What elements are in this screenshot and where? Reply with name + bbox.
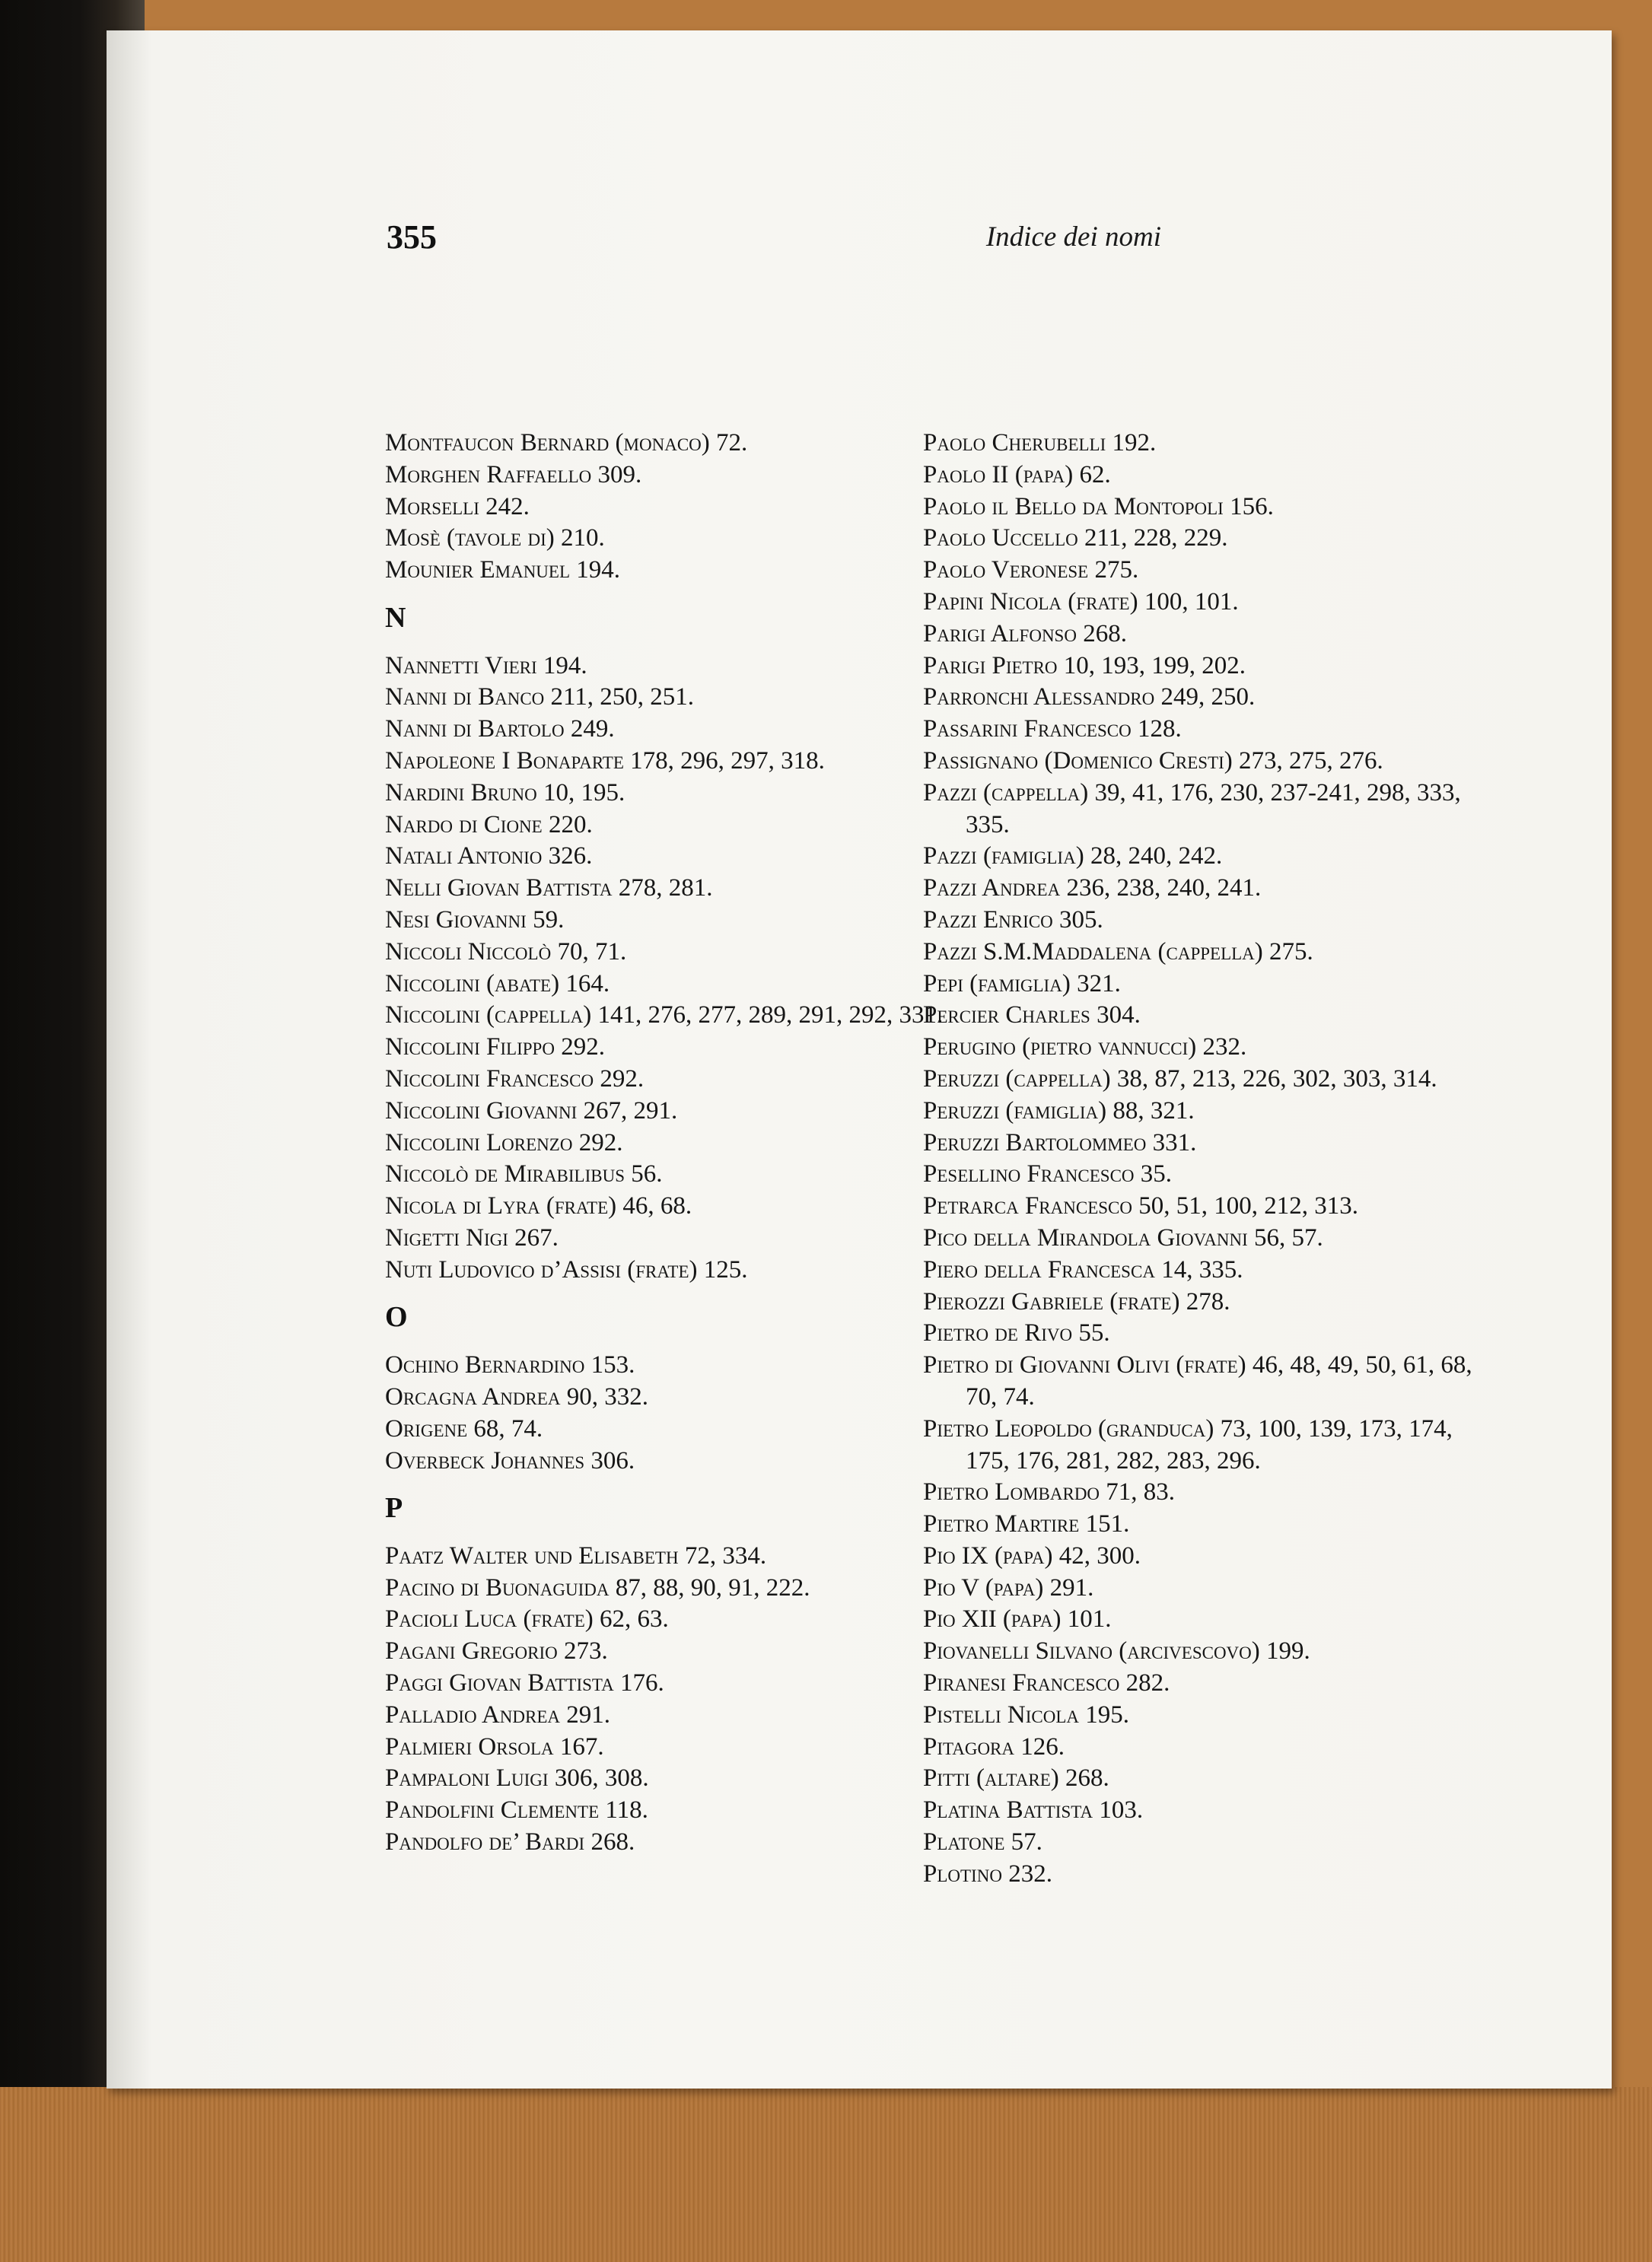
- index-entry-pages: 178, 296, 297, 318.: [630, 746, 825, 775]
- index-entry-pages: 273.: [564, 1637, 608, 1665]
- index-entry-name: Pacino di Buonaguida: [385, 1573, 610, 1602]
- index-entry: [923, 1223, 1486, 1255]
- index-entry: [385, 714, 948, 746]
- index-entry-pages: 305.: [1058, 905, 1103, 934]
- index-entry: [923, 1541, 1486, 1573]
- index-entry-name: Overbeck Johannes: [385, 1446, 585, 1475]
- index-letter-heading: O: [385, 1301, 408, 1334]
- index-entry: [923, 1032, 1486, 1064]
- index-entry: [923, 1414, 1486, 1478]
- index-entry-name: Paggi Giovan Battista: [385, 1669, 614, 1697]
- index-entry: [923, 1827, 1486, 1859]
- index-entry-name: Pazzi Enrico: [923, 905, 1053, 934]
- index-entry-pages: 72, 334.: [684, 1541, 767, 1570]
- index-entry: [923, 682, 1486, 714]
- index-entry: [923, 1350, 1486, 1414]
- index-entry-name: Niccolini Giovanni: [385, 1096, 578, 1125]
- index-entry-name: Pio XII (papa): [923, 1605, 1062, 1634]
- index-entry-pages: 236, 238, 240, 241.: [1066, 874, 1262, 902]
- index-entry-pages: 306.: [590, 1446, 635, 1475]
- index-entry-pages: 153.: [590, 1351, 635, 1379]
- index-entry: [923, 1636, 1486, 1668]
- index-entry: [385, 1000, 948, 1032]
- index-entry-pages: 164.: [565, 969, 610, 997]
- index-entry: [923, 651, 1486, 682]
- index-entry-name: Platone: [923, 1828, 1005, 1856]
- index-entry-pages: 211, 250, 251.: [550, 683, 695, 711]
- index-entry: [923, 778, 1486, 841]
- index-entry-pages: 275.: [1269, 937, 1313, 966]
- index-entry: [923, 619, 1486, 651]
- index-entry-name: Pietro Lombardo: [923, 1478, 1100, 1506]
- index-entry-name: Pazzi (famiglia): [923, 842, 1084, 870]
- index-entry: [385, 1732, 948, 1764]
- index-entry-name: Pagani Gregorio: [385, 1637, 558, 1665]
- index-entry: [923, 969, 1486, 1001]
- index-entry-pages: 268.: [590, 1828, 635, 1856]
- index-entry-pages: 211, 228, 229.: [1084, 524, 1228, 552]
- index-entry-name: Paatz Walter und Elisabeth: [385, 1541, 679, 1570]
- index-entry-pages: 304.: [1097, 1001, 1141, 1029]
- index-entry: [385, 1573, 948, 1605]
- index-entry: [385, 810, 948, 841]
- index-entry-name: Paolo Cherubelli: [923, 429, 1106, 457]
- index-entry-name: Nanni di Banco: [385, 683, 545, 711]
- index-entry-pages: 309.: [597, 460, 642, 488]
- index-entry-pages: 291.: [1049, 1573, 1094, 1602]
- index-entry-name: Paolo Veronese: [923, 556, 1089, 584]
- index-entry: [923, 1700, 1486, 1732]
- index-entry-pages: 103.: [1099, 1796, 1144, 1825]
- index-entry-name: Peruzzi (cappella): [923, 1064, 1111, 1093]
- index-entry-name: Pandolfo de’ Bardi: [385, 1828, 585, 1856]
- index-entry: [385, 1255, 948, 1287]
- index-entry: [385, 1096, 948, 1128]
- index-entry: [385, 1064, 948, 1096]
- index-entry-pages: 275.: [1094, 556, 1139, 584]
- index-entry: [385, 460, 948, 492]
- index-entry: [385, 1350, 948, 1382]
- index-entry: [923, 1159, 1486, 1191]
- index-entry: [385, 746, 948, 778]
- index-entry-pages: 57.: [1011, 1828, 1042, 1856]
- index-entry-pages: 56, 57.: [1254, 1223, 1323, 1252]
- index-entry-name: Pampaloni Luigi: [385, 1764, 549, 1793]
- index-entry-pages: 46, 68.: [622, 1192, 692, 1220]
- index-entry-name: Pacioli Luca (frate): [385, 1605, 594, 1634]
- index-entry-name: Pazzi Andrea: [923, 874, 1061, 902]
- index-entry-name: Pepi (famiglia): [923, 969, 1071, 997]
- index-entry: [385, 841, 948, 873]
- index-entry-pages: 68, 74.: [473, 1414, 543, 1443]
- index-entry-pages: 232.: [1202, 1033, 1247, 1061]
- index-entry: [923, 746, 1486, 778]
- index-entry-name: Nardini Bruno: [385, 778, 537, 806]
- page-number: 355: [387, 218, 437, 256]
- index-entry-name: Pietro Martire: [923, 1510, 1080, 1538]
- index-entry-pages: 220.: [548, 810, 593, 838]
- index-entry-pages: 199.: [1266, 1637, 1310, 1665]
- index-entry: [385, 1541, 948, 1573]
- index-entry-name: Nelli Giovan Battista: [385, 874, 613, 902]
- index-entry-pages: 100, 101.: [1144, 587, 1239, 616]
- index-entry-name: Piovanelli Silvano (arcivescovo): [923, 1637, 1260, 1665]
- index-entry-name: Pesellino Francesco: [923, 1160, 1135, 1188]
- index-entry-name: Parigi Alfonso: [923, 619, 1077, 647]
- index-entry-pages: 210.: [560, 524, 605, 552]
- index-entry-pages: 232.: [1008, 1860, 1052, 1888]
- index-entry-name: Piranesi Francesco: [923, 1669, 1120, 1697]
- index-entry: [923, 1732, 1486, 1764]
- index-entry-pages: 278.: [1186, 1287, 1230, 1316]
- index-entry-name: Pitti (altare): [923, 1764, 1059, 1793]
- index-entry-pages: 28, 240, 242.: [1090, 842, 1223, 870]
- index-entry-name: Mounier Emanuel: [385, 556, 571, 584]
- index-entry-pages: 249, 250.: [1160, 683, 1256, 711]
- index-entry: [923, 1318, 1486, 1350]
- index-entry-name: Nardo di Cione: [385, 810, 543, 838]
- index-entry-pages: 125.: [703, 1255, 748, 1284]
- index-entry-pages: 278, 281.: [618, 874, 713, 902]
- index-entry-pages: 242.: [485, 492, 530, 520]
- index-entry-name: Niccolini (abate): [385, 969, 560, 997]
- index-entry-name: Nuti Ludovico d’Assisi (frate): [385, 1255, 698, 1284]
- index-entry: [923, 1128, 1486, 1160]
- index-entry-name: Pazzi S.M.Maddalena (cappella): [923, 937, 1263, 966]
- index-entry-name: Nigetti Nigi: [385, 1223, 508, 1252]
- index-entry-pages: 292.: [578, 1128, 623, 1156]
- book-cover-cloth: [0, 2087, 1652, 2262]
- index-entry: [385, 428, 948, 460]
- running-head: Indice dei nomi: [985, 221, 1161, 253]
- index-entry-name: Napoleone I Bonaparte: [385, 746, 624, 775]
- index-entry: [923, 1096, 1486, 1128]
- index-entry: [923, 1477, 1486, 1509]
- index-entry: [923, 1859, 1486, 1891]
- index-entry: [385, 1668, 948, 1700]
- index-entry-name: Nicola di Lyra (frate): [385, 1192, 617, 1220]
- index-entry-pages: 38, 87, 213, 226, 302, 303, 314.: [1116, 1064, 1437, 1093]
- index-entry-pages: 268.: [1065, 1764, 1109, 1793]
- index-entry-pages: 267.: [514, 1223, 559, 1252]
- index-entry-pages: 10, 193, 199, 202.: [1063, 651, 1246, 679]
- index-entry-name: Palmieri Orsola: [385, 1732, 554, 1761]
- index-entry: [385, 1159, 948, 1191]
- index-entry-pages: 101.: [1067, 1605, 1112, 1634]
- index-entry-pages: 90, 332.: [566, 1382, 648, 1411]
- index-entry-name: Pio V (papa): [923, 1573, 1044, 1602]
- index-entry-pages: 167.: [559, 1732, 604, 1761]
- index-entry-pages: 249.: [570, 715, 615, 743]
- index-entry: [385, 873, 948, 905]
- index-entry-pages: 62.: [1079, 460, 1111, 488]
- index-entry-name: Pietro di Giovanni Olivi (frate): [923, 1351, 1246, 1379]
- index-entry-name: Platina Battista: [923, 1796, 1093, 1825]
- index-entry-name: Pio IX (papa): [923, 1541, 1053, 1570]
- index-column-left: [385, 428, 948, 1859]
- index-entry-name: Niccolò de Mirabilibus: [385, 1160, 625, 1188]
- index-entry-pages: 291.: [566, 1700, 611, 1729]
- index-entry-name: Peruzzi Bartolommeo: [923, 1128, 1147, 1156]
- index-entry-name: Mosè (tavole di): [385, 524, 555, 552]
- index-entry-pages: 88, 321.: [1112, 1096, 1195, 1125]
- index-entry-pages: 192.: [1112, 429, 1157, 457]
- index-entry-name: Morselli: [385, 492, 479, 520]
- index-entry: [385, 1827, 948, 1859]
- index-entry-name: Paolo Uccello: [923, 524, 1078, 552]
- index-entry-pages: 42, 300.: [1058, 1541, 1141, 1570]
- index-entry: [385, 1763, 948, 1795]
- index-entry-pages: 306, 308.: [554, 1764, 649, 1793]
- index-entry-pages: 73, 100, 139, 173, 174, 175, 176, 281, 282, 283, 296.: [966, 1414, 1453, 1475]
- index-entry: [923, 555, 1486, 587]
- index-entry-pages: 141, 276, 277, 289, 291, 292, 331.: [597, 1001, 944, 1029]
- index-entry-name: Pico della Mirandola Giovanni: [923, 1223, 1248, 1252]
- index-entry-name: Petrarca Francesco: [923, 1192, 1132, 1220]
- index-entry: [385, 905, 948, 937]
- index-entry: [385, 492, 948, 523]
- index-entry-pages: 273, 275, 276.: [1239, 746, 1383, 775]
- index-entry-name: Plotino: [923, 1860, 1002, 1888]
- index-entry: [923, 1287, 1486, 1319]
- index-entry-pages: 126.: [1020, 1732, 1065, 1761]
- index-entry: [385, 1700, 948, 1732]
- index-entry-pages: 151.: [1085, 1510, 1130, 1538]
- index-entry-name: Morghen Raffaello: [385, 460, 592, 488]
- index-entry-name: Montfaucon Bernard (monaco): [385, 429, 710, 457]
- index-entry: [385, 1414, 948, 1446]
- index-entry-pages: 194.: [543, 651, 587, 679]
- index-entry-pages: 87, 88, 90, 91, 222.: [615, 1573, 810, 1602]
- index-column-right: [923, 428, 1486, 1891]
- index-entry: [385, 682, 948, 714]
- index-entry-name: Passignano (Domenico Cresti): [923, 746, 1233, 775]
- index-entry-pages: 282.: [1125, 1669, 1170, 1697]
- index-entry-pages: 292.: [600, 1064, 645, 1093]
- index-entry-pages: 50, 51, 100, 212, 313.: [1138, 1192, 1358, 1220]
- index-entry-pages: 59.: [533, 905, 565, 934]
- index-entry: [385, 969, 948, 1001]
- index-entry-name: Nesi Giovanni: [385, 905, 527, 934]
- index-entry-name: Parigi Pietro: [923, 651, 1058, 679]
- index-entry-pages: 118.: [605, 1796, 648, 1825]
- index-entry: [385, 778, 948, 810]
- index-entry-name: Natali Antonio: [385, 842, 543, 870]
- index-entry-name: Passarini Francesco: [923, 715, 1132, 743]
- index-entry-name: Percier Charles: [923, 1001, 1090, 1029]
- index-entry-pages: 176.: [620, 1669, 664, 1697]
- index-entry: [923, 1668, 1486, 1700]
- index-entry-pages: 331.: [1152, 1128, 1197, 1156]
- index-entry-pages: 70, 71.: [557, 937, 627, 966]
- index-entry-pages: 62, 63.: [600, 1605, 669, 1634]
- index-entry-pages: 46, 48, 49, 50, 61, 68, 70, 74.: [966, 1351, 1472, 1411]
- index-entry: [923, 428, 1486, 460]
- index-entry: [385, 1446, 948, 1478]
- index-entry: [385, 1191, 948, 1223]
- index-entry-pages: 326.: [548, 842, 593, 870]
- index-entry: [385, 1223, 948, 1255]
- index-entry: [923, 1795, 1486, 1827]
- index-entry-pages: 39, 41, 176, 230, 237-241, 298, 333, 335.: [966, 778, 1461, 838]
- index-entry: [923, 1000, 1486, 1032]
- index-entry-name: Paolo il Bello da Montopoli: [923, 492, 1224, 520]
- index-entry: [923, 714, 1486, 746]
- index-entry-pages: 56.: [631, 1160, 663, 1188]
- index-entry-name: Pietro de Rivo: [923, 1319, 1073, 1347]
- index-entry-name: Peruzzi (famiglia): [923, 1096, 1107, 1125]
- index-entry-pages: 267, 291.: [583, 1096, 678, 1125]
- index-entry-name: Niccoli Niccolò: [385, 937, 552, 966]
- index-letter-heading: N: [385, 601, 406, 634]
- index-entry-name: Pazzi (cappella): [923, 778, 1089, 806]
- index-entry: [385, 1604, 948, 1636]
- index-entry: [923, 1509, 1486, 1541]
- index-entry: [385, 523, 948, 555]
- index-entry: [923, 873, 1486, 905]
- book-page: [107, 30, 1612, 2089]
- index-entry-name: Perugino (pietro vannucci): [923, 1033, 1197, 1061]
- index-entry: [923, 905, 1486, 937]
- index-entry: [923, 587, 1486, 619]
- index-entry-name: Nanni di Bartolo: [385, 715, 565, 743]
- index-entry-name: Pierozzi Gabriele (frate): [923, 1287, 1180, 1316]
- index-entry: [385, 1636, 948, 1668]
- index-entry-name: Pietro Leopoldo (granduca): [923, 1414, 1214, 1443]
- index-entry-pages: 55.: [1078, 1319, 1110, 1347]
- index-entry: [923, 1191, 1486, 1223]
- index-entry-name: Niccolini (cappella): [385, 1001, 592, 1029]
- index-entry-pages: 72.: [716, 429, 748, 457]
- index-entry-name: Paolo II (papa): [923, 460, 1074, 488]
- page-content: [107, 30, 1612, 2089]
- index-entry-pages: 71, 83.: [1106, 1478, 1176, 1506]
- index-entry-pages: 10, 195.: [543, 778, 625, 806]
- index-entry: [385, 651, 948, 682]
- index-entry: [923, 1763, 1486, 1795]
- index-entry-name: Pandolfini Clemente: [385, 1796, 600, 1825]
- index-entry: [385, 1128, 948, 1160]
- index-entry-pages: 195.: [1085, 1700, 1130, 1729]
- index-entry: [385, 555, 948, 587]
- index-entry: [923, 460, 1486, 492]
- index-letter-heading: P: [385, 1492, 403, 1525]
- index-entry: [923, 937, 1486, 969]
- index-entry-name: Papini Nicola (frate): [923, 587, 1138, 616]
- index-entry-pages: 292.: [561, 1033, 605, 1061]
- index-entry-pages: 128.: [1137, 715, 1182, 743]
- index-entry-pages: 268.: [1083, 619, 1127, 647]
- index-entry: [923, 1255, 1486, 1287]
- index-entry-name: Niccolini Filippo: [385, 1033, 555, 1061]
- index-entry-name: Piero della Francesca: [923, 1255, 1155, 1284]
- index-entry-pages: 194.: [576, 556, 621, 584]
- index-entry: [385, 937, 948, 969]
- index-entry-name: Palladio Andrea: [385, 1700, 561, 1729]
- index-entry-pages: 35.: [1140, 1160, 1173, 1188]
- index-entry-name: Ochino Bernardino: [385, 1351, 585, 1379]
- index-entry: [923, 523, 1486, 555]
- index-entry: [385, 1032, 948, 1064]
- index-entry: [923, 1064, 1486, 1096]
- index-entry-name: Pistelli Nicola: [923, 1700, 1080, 1729]
- index-entry: [923, 1573, 1486, 1605]
- index-entry: [923, 492, 1486, 523]
- index-entry-pages: 14, 335.: [1161, 1255, 1243, 1284]
- index-entry-pages: 321.: [1077, 969, 1121, 997]
- index-entry-name: Nannetti Vieri: [385, 651, 537, 679]
- index-entry: [923, 1604, 1486, 1636]
- index-entry-pages: 156.: [1230, 492, 1274, 520]
- index-entry-name: Orcagna Andrea: [385, 1382, 561, 1411]
- index-entry: [923, 841, 1486, 873]
- index-entry-name: Niccolini Lorenzo: [385, 1128, 573, 1156]
- index-entry-name: Pitagora: [923, 1732, 1014, 1761]
- index-entry-name: Parronchi Alessandro: [923, 683, 1155, 711]
- index-entry-name: Niccolini Francesco: [385, 1064, 594, 1093]
- index-entry-name: Origene: [385, 1414, 468, 1443]
- index-entry: [385, 1382, 948, 1414]
- index-entry: [385, 1795, 948, 1827]
